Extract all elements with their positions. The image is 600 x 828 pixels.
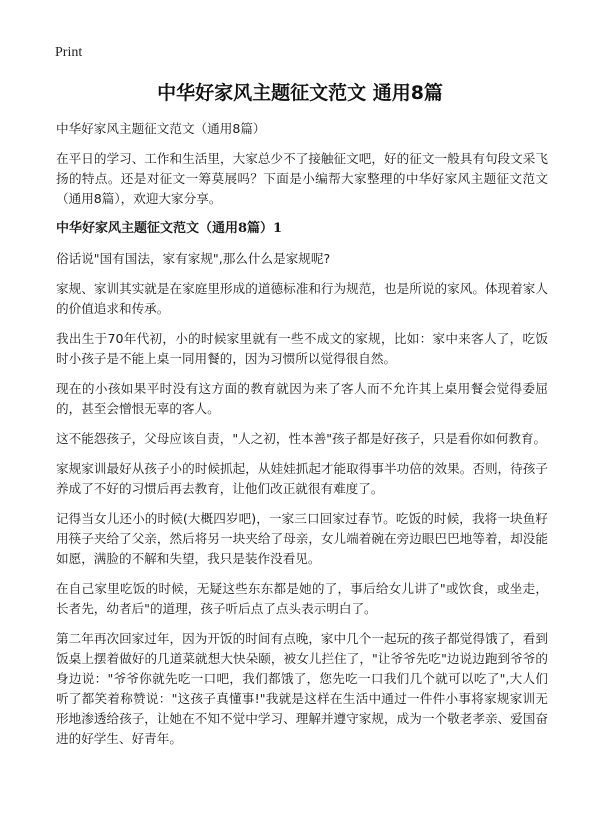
paragraph: 这不能怨孩子，父母应该自责，"人之初，性本善"孩子都是好孩子，只是看你如何教育。 — [56, 431, 547, 446]
article-body — [56, 119, 548, 759]
paragraph: 第二年再次回家过年，因为开饭的时间有点晚，家中几个一起玩的孩子都觉得饿了，看到饭桌上摆着做好的几道菜就想大快朵颐，被女儿拦住了，"让爷爷先吃"边说边跑到爷爷的身边说："爷爷你就先吃一口吧，我们都饿了，您先吃一口我们几个就可以吃了",大人们听了都笑着称赞说："这孩子真懂事!"我就是这样在生活中通过一件件小事将家规家训无形地渗透给孩子，让她在不知不觉中学习、理解并遵守家规，成为一个敬老孝亲、爱国奋进的好学生、好青年。 — [56, 631, 548, 746]
print-label: Print — [55, 45, 83, 60]
intro-paragraph: 在平日的学习、工作和生活里，大家总少不了接触征文吧，好的征文一般具有句段文采飞扬的特点。还是对征文一筹莫展吗？下面是小编帮大家整理的中华好家风主题征文范文（通用8篇），欢迎大家分享。 — [56, 151, 548, 206]
section-heading: 中华好家风主题征文范文（通用8篇）1 — [56, 221, 283, 236]
paragraph: 家规家训最好从孩子小的时候抓起，从娃娃抓起才能取得事半功倍的效果。否则，待孩子养成了不好的习惯后再去教育，让他们改正就很有难度了。 — [56, 461, 548, 496]
paragraph: 家规、家训其实就是在家庭里形成的道德标准和行为规范，也是所说的家风。体现着家人的价值追求和传承。 — [56, 281, 548, 316]
paragraph: 在自己家里吃饭的时候，无疑这些东东都是她的了，事后给女儿讲了"或饮食，或坐走，长者先，幼者后"的道理，孩子听后点了点头表示明白了。 — [56, 581, 548, 616]
paragraph: 我出生于70年代初，小的时候家里就有一些不成文的家规，比如：家中来客人了，吃饭时小孩子是不能上桌一同用餐的，因为习惯所以觉得很自然。 — [56, 331, 548, 366]
paragraph: 俗话说"国有国法，家有家规",那么什么是家规呢? — [56, 251, 331, 266]
paragraph: 现在的小孩如果平时没有这方面的教育就因为来了客人而不允许其上桌用餐会觉得委屈的，甚至会憎恨无辜的客人。 — [56, 381, 548, 416]
page-title: 中华好家风主题征文范文 通用8篇 — [157, 82, 443, 104]
article-subtitle: 中华好家风主题征文范文（通用8篇） — [56, 121, 266, 136]
paragraph: 记得当女儿还小的时候(大概四岁吧)，一家三口回家过春节。吃饭的时候，我将一块鱼籽用筷子夹给了父亲，然后将另一块夹给了母亲，女儿端着碗在旁边眼巴巴地等着，却没能如愿，满脸的不解和失望，我只是装作没看见。 — [56, 511, 548, 566]
